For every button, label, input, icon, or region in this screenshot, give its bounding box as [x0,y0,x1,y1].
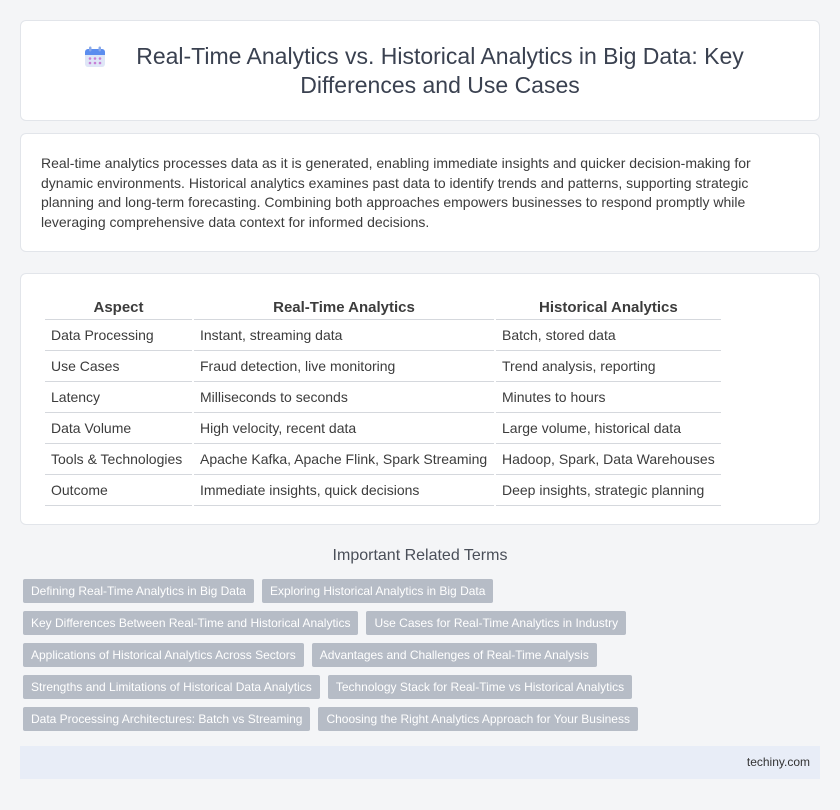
historical-cell: Deep insights, strategic planning [496,475,721,506]
aspect-cell: Data Processing [45,320,192,351]
real-time-cell: Apache Kafka, Apache Flink, Spark Streaming [194,444,494,475]
tag-row [23,707,823,731]
real-time-cell: Fraud detection, live monitoring [194,351,494,382]
historical-cell: Batch, stored data [496,320,721,351]
aspect-cell: Data Volume [45,413,192,444]
column-header-aspect: Aspect [45,296,192,320]
aspect-cell: Latency [45,382,192,413]
aspect-cell: Use Cases [45,351,192,382]
comparison-card [20,273,820,525]
column-header-historical: Historical Analytics [496,296,721,320]
table-header-row [45,296,721,320]
historical-cell: Hadoop, Spark, Data Warehouses [496,444,721,475]
table-row [45,382,721,413]
related-term-tag[interactable]: Advantages and Challenges of Real-Time Analysis [312,643,597,667]
tag-row [23,643,823,667]
header-card [20,20,820,121]
related-terms-title: Important Related Terms [332,547,508,564]
related-term-tag[interactable]: Defining Real-Time Analytics in Big Data [23,579,254,603]
table-row [45,475,721,506]
related-term-tag[interactable]: Choosing the Right Analytics Approach for Your Business [318,707,638,731]
historical-cell: Trend analysis, reporting [496,351,721,382]
historical-cell: Large volume, historical data [496,413,721,444]
intro-paragraph: Real-time analytics processes data as it is generated, enabling immediate insights and quicker decision-making for dynamic environments. Historical analytics examines past data to identify trends and patterns, supporting strategic planning and long-term forecasting. Combining both approaches empowers businesses to respond promptly while leveraging comprehensive data context for informed decisions. [41,155,751,230]
related-term-tag[interactable]: Technology Stack for Real-Time vs Historical Analytics [328,675,632,699]
footer [20,746,820,779]
real-time-cell: High velocity, recent data [194,413,494,444]
related-term-tag[interactable]: Exploring Historical Analytics in Big Data [262,579,493,603]
aspect-cell: Outcome [45,475,192,506]
related-term-tag[interactable]: Key Differences Between Real-Time and Historical Analytics [23,611,358,635]
related-terms-list [23,579,823,739]
aspect-cell: Tools & Technologies [45,444,192,475]
comparison-table [43,296,723,506]
intro-card [20,133,820,252]
table-row [45,413,721,444]
table-row [45,320,721,351]
page-title: Real-Time Analytics vs. Historical Analytics in Big Data: Key Differences and Use Cases [136,42,744,98]
historical-cell: Minutes to hours [496,382,721,413]
tag-row [23,579,823,603]
tag-row [23,611,823,635]
real-time-cell: Immediate insights, quick decisions [194,475,494,506]
table-row [45,444,721,475]
table-row [45,351,721,382]
related-term-tag[interactable]: Applications of Historical Analytics Across Sectors [23,643,304,667]
real-time-cell: Instant, streaming data [194,320,494,351]
related-term-tag[interactable]: Data Processing Architectures: Batch vs Streaming [23,707,310,731]
real-time-cell: Milliseconds to seconds [194,382,494,413]
column-header-real-time: Real-Time Analytics [194,296,494,320]
related-term-tag[interactable]: Strengths and Limitations of Historical Data Analytics [23,675,320,699]
related-term-tag[interactable]: Use Cases for Real-Time Analytics in Industry [366,611,626,635]
tag-row [23,675,823,699]
footer-brand[interactable]: techiny.com [746,755,810,769]
